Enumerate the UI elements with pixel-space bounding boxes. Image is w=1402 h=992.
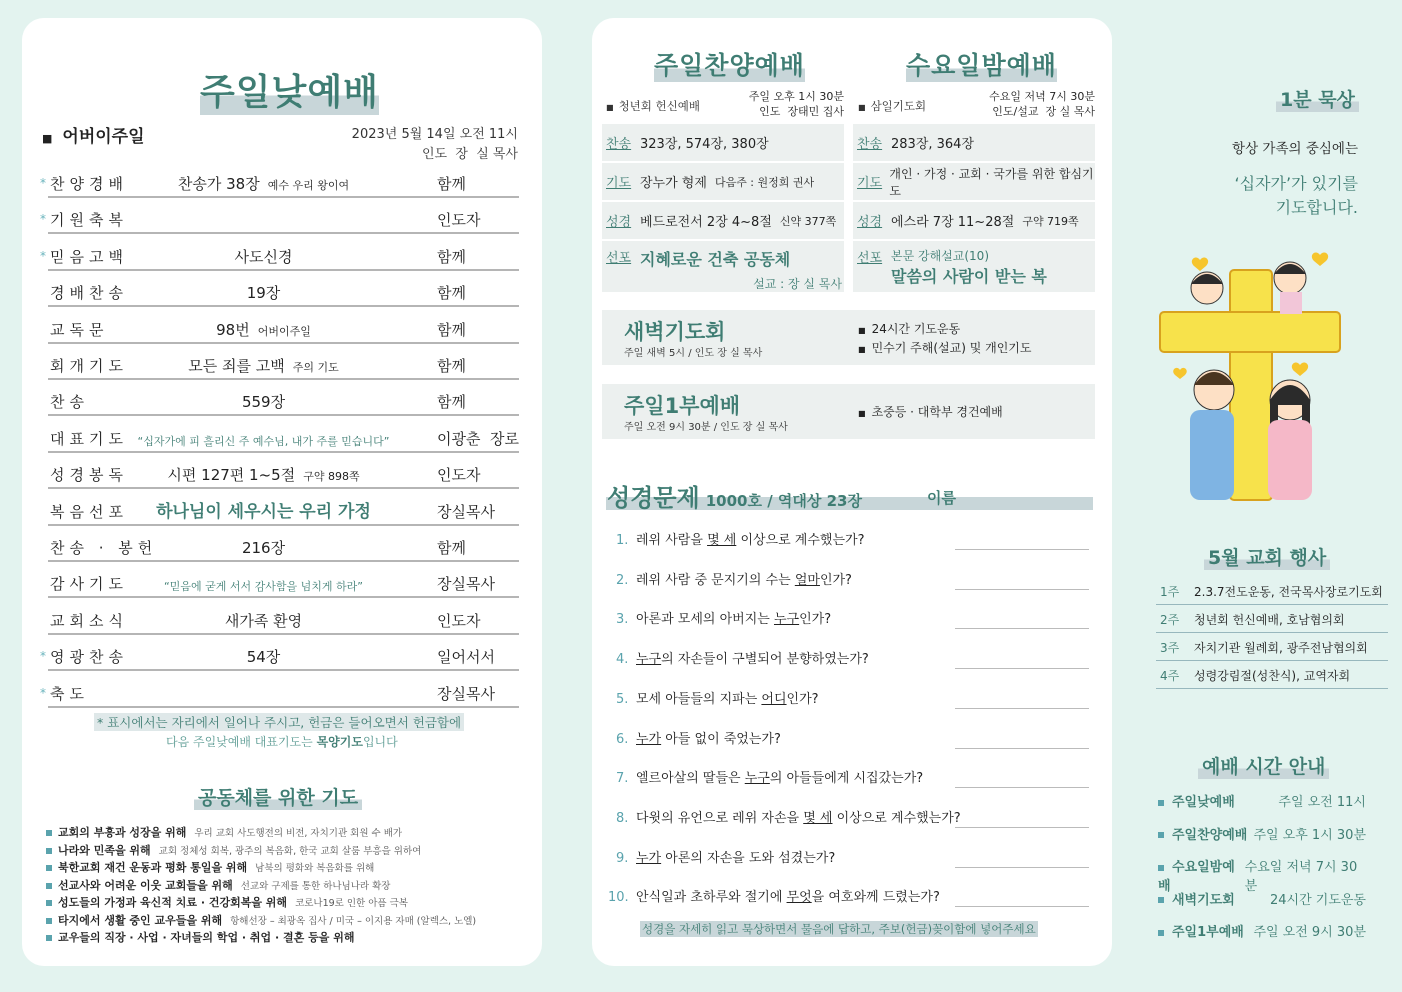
order-performer: 함께 bbox=[437, 247, 466, 266]
order-content bbox=[108, 173, 419, 194]
service-time-row bbox=[1158, 889, 1366, 908]
order-content bbox=[108, 576, 419, 594]
value: 에스라 7장 11~28절 bbox=[891, 215, 1015, 230]
order-label: 회개기도 bbox=[50, 357, 128, 375]
question-key: 얼마 bbox=[794, 572, 820, 588]
prayer-topic: 교회의 부흥과 성장을 위해 bbox=[58, 826, 187, 839]
order-content bbox=[108, 282, 419, 303]
praise-time: 주일 오후 1시 30분 bbox=[748, 90, 844, 103]
question-text: 아들 없이 죽었는가? bbox=[661, 731, 781, 747]
next-prayer-note bbox=[166, 733, 398, 750]
question-number: 3. bbox=[616, 612, 629, 628]
quiz-sub: 1000호 / 역대상 23장 bbox=[705, 492, 862, 510]
dawn-title: 새벽기도회 bbox=[624, 320, 726, 344]
value: 개인 · 가정 · 교회 · 국가를 위한 합심기도 bbox=[889, 166, 1094, 198]
value: 323장, 574장, 380장 bbox=[640, 137, 769, 152]
order-label: 찬송 · 봉헌 bbox=[50, 539, 158, 557]
order-row bbox=[48, 322, 519, 344]
quiz-question bbox=[616, 767, 923, 786]
question-text: 의 자손들이 구별되어 분향하였는가? bbox=[661, 652, 869, 668]
question-text: 모세 아들들의 지파는 bbox=[636, 691, 762, 707]
first-title: 주일1부예배 bbox=[624, 394, 741, 418]
value-sub: 다음주 : 원정희 권사 bbox=[714, 175, 815, 189]
event-week: 3주 bbox=[1160, 641, 1180, 655]
quiz-question bbox=[616, 529, 865, 548]
quiz-question bbox=[608, 886, 940, 905]
question-text: 안식일과 초하루와 절기에 bbox=[636, 890, 787, 906]
order-row bbox=[48, 358, 519, 380]
order-label: 교독문 bbox=[50, 320, 109, 339]
meditation-line: 항상 가족의 중심에는 bbox=[1232, 141, 1358, 157]
order-content bbox=[108, 431, 419, 449]
bullet-icon bbox=[1158, 800, 1164, 806]
bullet-icon bbox=[46, 935, 52, 941]
question-key: 누구 bbox=[773, 612, 800, 628]
order-main: 찬송가 38장 bbox=[177, 175, 260, 193]
service-name bbox=[1158, 921, 1244, 940]
order-content bbox=[108, 464, 419, 485]
prayer-detail: 코로나19로 인한 아픔 극복 bbox=[295, 898, 408, 909]
order-row bbox=[40, 211, 519, 234]
question-number: 6. bbox=[616, 731, 629, 747]
question-number: 5. bbox=[616, 691, 629, 707]
prayer-item bbox=[46, 859, 374, 875]
standing-mark: * bbox=[40, 685, 46, 700]
question-key: 누가 bbox=[636, 731, 662, 747]
question-number: 7. bbox=[616, 771, 629, 787]
meditation-line: 기도합니다. bbox=[1275, 198, 1358, 217]
key: 찬송 bbox=[606, 137, 632, 152]
bullet-icon bbox=[46, 883, 52, 889]
bullet-icon bbox=[46, 865, 52, 871]
quiz-question bbox=[616, 569, 852, 588]
page-title: 주일낮예배 bbox=[200, 64, 379, 115]
praise-event: ■ 청년회 헌신예배 bbox=[606, 99, 700, 113]
order-performer: 함께 bbox=[437, 320, 466, 339]
key: 선포 bbox=[857, 251, 883, 266]
name-label: 이름 bbox=[927, 489, 956, 507]
question-text: 다윗의 유언으로 레위 자손을 bbox=[636, 810, 804, 826]
cross-family-illustration bbox=[1150, 240, 1350, 505]
key: 기도 bbox=[857, 176, 883, 191]
order-content bbox=[108, 319, 419, 340]
order-performer: 인도자 bbox=[437, 211, 481, 230]
event-week: 2주 bbox=[1160, 613, 1180, 627]
prayer-item bbox=[46, 912, 476, 928]
quiz-question bbox=[616, 688, 819, 707]
question-number: 1. bbox=[616, 533, 629, 548]
order-performer: 함께 bbox=[437, 175, 466, 193]
events-title: 5월 교회 행사 bbox=[1204, 543, 1330, 570]
service-name bbox=[1158, 824, 1247, 843]
question-text: 아론의 자손을 도와 섬겼는가? bbox=[661, 850, 836, 866]
service-name-text: 수요일밤예배 bbox=[1158, 860, 1235, 894]
wed-event: ■ 삼일기도회 bbox=[858, 99, 927, 113]
event-week: 1주 bbox=[1160, 585, 1180, 599]
note-text: 입니다 bbox=[362, 735, 398, 749]
meditation-title: 1분 묵상 bbox=[1276, 85, 1359, 112]
dawn-box bbox=[602, 310, 1095, 365]
bullet-icon bbox=[46, 830, 52, 836]
praise-preacher: 설교 : 장 실 목사 bbox=[753, 277, 842, 291]
order-main: “십자가에 피 흘리신 주 예수님, 내가 주를 믿습니다” bbox=[137, 434, 390, 448]
wed-prayer-row bbox=[853, 163, 1095, 202]
order-performer: 함께 bbox=[437, 539, 466, 557]
order-label: 교회소식 bbox=[50, 611, 128, 630]
answer-field[interactable] bbox=[955, 549, 1089, 550]
order-label: 성경봉독 bbox=[50, 466, 128, 485]
quiz-question bbox=[616, 648, 869, 667]
order-main: 19장 bbox=[246, 284, 281, 303]
standing-note: * 표시에서는 자리에서 일어나 주시고, 헌금은 들어오면서 헌금함에 bbox=[94, 713, 464, 731]
order-content bbox=[108, 391, 419, 412]
order-row bbox=[40, 648, 519, 671]
order-label: 복음선포 bbox=[50, 502, 128, 521]
value-sub: 구약 719쪽 bbox=[1022, 214, 1079, 228]
prayer-detail: 항해선장 – 최광옥 집사 / 미국 – 이지용 자매 (알렉스, 노엘) bbox=[230, 915, 477, 927]
prayer-item bbox=[46, 877, 390, 893]
sermon-sub: 본문 강해설교(10) bbox=[891, 249, 989, 263]
order-content bbox=[108, 497, 419, 522]
item-text: 초중등 · 대학부 경건예배 bbox=[871, 405, 1003, 419]
order-label: 기원축복 bbox=[50, 211, 128, 230]
answer-field[interactable] bbox=[955, 748, 1089, 749]
service-name-text: 주일1부예배 bbox=[1172, 925, 1244, 940]
first-item: ■ 초중등 · 대학부 경건예배 bbox=[858, 405, 1003, 419]
quiz-footer: 성경을 자세히 읽고 묵상하면서 물음에 답하고, 주보(헌금)꽂이함에 넣어주세요 bbox=[642, 922, 1036, 936]
event-text: 삼일기도회 bbox=[870, 99, 927, 113]
prayer-topic: 북한교회 재건 운동과 평화 통일을 위해 bbox=[58, 861, 248, 874]
quiz-heading: 성경문제 bbox=[607, 484, 700, 512]
service-name bbox=[1158, 791, 1235, 810]
answer-field[interactable] bbox=[955, 589, 1089, 590]
sermon-title: 지혜로운 건축 공동체 bbox=[640, 250, 791, 269]
order-row bbox=[48, 467, 519, 489]
quiz-title bbox=[607, 478, 862, 513]
bullet-icon bbox=[46, 848, 52, 854]
order-row bbox=[40, 684, 519, 708]
order-row bbox=[48, 431, 519, 453]
order-main: 새가족 환영 bbox=[224, 611, 303, 630]
bullet-icon bbox=[1158, 832, 1164, 838]
order-sub: 주의 기도 bbox=[292, 361, 339, 374]
order-performer: 장실목사 bbox=[437, 502, 495, 521]
question-text: 이상으로 계수했는가? bbox=[832, 810, 961, 826]
question-text: 인가? bbox=[799, 612, 832, 628]
prayer-topic: 교우들의 직장 · 사업 · 자녀들의 학업 · 취업 · 결혼 등을 위해 bbox=[58, 931, 355, 944]
praise-hymn-row bbox=[602, 124, 844, 163]
service-time-row bbox=[1158, 921, 1366, 940]
event-row bbox=[1156, 635, 1388, 661]
bullet-icon bbox=[46, 900, 52, 906]
order-performer: 이광춘 장로 bbox=[437, 429, 519, 448]
question-key: 누가 bbox=[636, 850, 662, 866]
question-key: 몇 세 bbox=[707, 533, 737, 548]
quiz-question bbox=[616, 847, 835, 866]
order-performer: 함께 bbox=[437, 284, 466, 303]
prayer-item bbox=[46, 824, 402, 840]
service-name-text: 주일낮예배 bbox=[1172, 795, 1235, 810]
prayer-item bbox=[46, 929, 362, 945]
event-row bbox=[1156, 579, 1388, 605]
wed-leader: 인도/설교 장 실 목사 bbox=[992, 105, 1095, 118]
event-text: 자치기관 월례회, 광주전남협의회 bbox=[1194, 641, 1368, 655]
value-sub: 신약 377쪽 bbox=[779, 214, 837, 228]
note-text: 다음 주일낮예배 대표기도는 bbox=[166, 735, 317, 749]
value: 베드로전서 2장 4~8절 bbox=[640, 215, 772, 230]
event-text: 성령강림절(성찬식), 교역자회 bbox=[1194, 669, 1351, 683]
order-content bbox=[108, 646, 419, 667]
praise-leader: 인도 장태민 집사 bbox=[759, 105, 844, 118]
wed-title: 수요일밤예배 bbox=[906, 46, 1057, 82]
order-performer: 함께 bbox=[437, 393, 466, 412]
value: 장누가 형제 bbox=[640, 176, 707, 191]
bullet-icon bbox=[1158, 865, 1164, 871]
service-time: 주일 오후 1시 30분 bbox=[1253, 827, 1366, 843]
service-time-row bbox=[1158, 824, 1366, 843]
wed-time: 수요일 저녁 7시 30분 bbox=[989, 90, 1095, 103]
question-text: 레위 사람을 bbox=[636, 533, 708, 548]
order-content bbox=[108, 537, 419, 558]
question-text: 을 여호와께 드렸는가? bbox=[811, 890, 940, 906]
order-row bbox=[48, 501, 519, 526]
praise-prayer-row bbox=[602, 163, 844, 202]
item-text: 24시간 기도운동 bbox=[871, 322, 961, 336]
order-performer: 일어서서 bbox=[437, 648, 495, 667]
order-performer: 인도자 bbox=[437, 466, 481, 485]
order-main: 사도신경 bbox=[234, 247, 293, 266]
order-performer: 함께 bbox=[437, 357, 466, 375]
prayer-topic: 선교사와 어려운 이웃 교회들을 위해 bbox=[58, 878, 233, 892]
standing-mark: * bbox=[40, 176, 46, 190]
question-number: 9. bbox=[616, 850, 629, 866]
event-row bbox=[1156, 663, 1388, 689]
question-text: 엘르아살의 딸들은 bbox=[636, 771, 745, 787]
order-content bbox=[108, 610, 419, 631]
key: 기도 bbox=[606, 176, 632, 191]
sermon-title: 말씀의 사람이 받는 복 bbox=[891, 267, 1047, 286]
question-key: 누구 bbox=[744, 771, 770, 787]
question-text: 레위 사람 중 문지기의 수는 bbox=[636, 572, 795, 588]
order-main: 시편 127편 1~5절 bbox=[167, 466, 296, 485]
order-performer: 장실목사 bbox=[437, 575, 495, 594]
value: 283장, 364장 bbox=[891, 137, 975, 152]
order-main: 216장 bbox=[241, 539, 286, 557]
order-content bbox=[108, 355, 419, 376]
order-content bbox=[108, 246, 419, 267]
prayer-title: 공동체를 위한 기도 bbox=[194, 783, 362, 810]
question-key: 어디 bbox=[761, 691, 787, 707]
standing-mark: * bbox=[40, 649, 46, 664]
order-row bbox=[48, 540, 519, 562]
question-number: 4. bbox=[616, 652, 629, 668]
prayer-item bbox=[46, 842, 421, 858]
prayer-detail: 선교와 구제를 통한 하나님나라 확장 bbox=[240, 880, 391, 892]
standing-mark: * bbox=[40, 212, 46, 227]
prayer-detail: 교회 정체성 회복, 광주의 복음화, 한국 교회 살룸 부흥을 위하여 bbox=[158, 845, 422, 857]
item-text: 민수기 주해(설교) 및 개인기도 bbox=[871, 341, 1032, 355]
bullet-icon bbox=[1158, 930, 1164, 936]
service-time: 주일 오전 11시 bbox=[1278, 795, 1366, 810]
key: 성경 bbox=[857, 215, 883, 230]
order-label: 영광찬송 bbox=[50, 648, 128, 667]
service-time: 주일 오전 9시 30분 bbox=[1253, 925, 1366, 940]
question-text: 이상으로 계수했는가? bbox=[736, 533, 865, 548]
prayer-topic: 타지에서 생활 중인 교우들을 위해 bbox=[58, 913, 223, 927]
question-key: 누구 bbox=[636, 652, 662, 668]
theme: ■ 어버이주일 bbox=[42, 127, 145, 147]
question-number: 2. bbox=[616, 572, 629, 588]
dawn-sub: 주일 새벽 5시 / 인도 장 실 목사 bbox=[624, 348, 763, 359]
meditation-line: ‘십자가’가 있기를 bbox=[1234, 174, 1358, 193]
question-key: 무엇 bbox=[786, 890, 812, 906]
wed-sermon-row bbox=[853, 241, 1095, 292]
answer-field[interactable] bbox=[955, 708, 1089, 709]
prayer-detail: 우리 교회 사도행전의 비전, 자치기관 회원 수 배가 bbox=[194, 828, 403, 839]
prayer-topic: 성도들의 가정과 육신적 치료 · 건강회복을 위해 bbox=[58, 896, 288, 909]
question-number: 10. bbox=[608, 890, 629, 906]
question-text: 인가? bbox=[819, 572, 852, 588]
quiz-question bbox=[616, 728, 781, 747]
service-time: 24시간 기도운동 bbox=[1269, 892, 1366, 908]
order-performer: 인도자 bbox=[437, 611, 481, 630]
order-label: 대표기도 bbox=[50, 429, 128, 448]
order-main: 54장 bbox=[246, 648, 281, 667]
order-row bbox=[48, 576, 519, 598]
order-row bbox=[48, 285, 519, 307]
first-service-box bbox=[602, 384, 1095, 439]
service-leader: 인도 장 실 목사 bbox=[421, 147, 518, 162]
order-label: 축도 bbox=[50, 684, 89, 703]
question-text: 아론과 모세의 아버지는 bbox=[636, 612, 774, 628]
order-sub: 구약 898쪽 bbox=[303, 470, 360, 484]
order-sub: 어버이주일 bbox=[257, 324, 311, 338]
service-name-text: 새벽기도회 bbox=[1172, 892, 1235, 908]
quiz-question bbox=[616, 608, 831, 627]
event-text: 청년회 헌신예배, 호남협의회 bbox=[1194, 613, 1345, 627]
event-week: 4주 bbox=[1160, 669, 1180, 683]
dawn-item: ■ 24시간 기도운동 bbox=[858, 322, 961, 336]
question-text: 의 아들들에게 시집갔는가? bbox=[769, 771, 924, 787]
order-row bbox=[40, 175, 519, 198]
service-name bbox=[1158, 889, 1235, 908]
standing-mark: * bbox=[40, 248, 46, 263]
event-row bbox=[1156, 607, 1388, 633]
order-main: 559장 bbox=[241, 393, 286, 412]
order-row bbox=[48, 613, 519, 635]
service-time-row bbox=[1158, 791, 1366, 810]
order-label: 찬송 bbox=[50, 393, 89, 412]
wed-hymn-row bbox=[853, 124, 1095, 163]
order-row bbox=[48, 394, 519, 416]
service-datetime: 2023년 5월 14일 오전 11시 bbox=[351, 127, 518, 142]
order-main: “믿음에 굳게 서서 감사함을 넘치게 하라” bbox=[164, 580, 363, 594]
praise-title: 주일찬양예배 bbox=[654, 46, 805, 82]
wed-bible-row bbox=[853, 202, 1095, 241]
service-name-text: 주일찬양예배 bbox=[1172, 827, 1248, 843]
event-text: 청년회 헌신예배 bbox=[618, 99, 700, 113]
order-label: 찬양경배 bbox=[50, 175, 128, 193]
order-row bbox=[40, 247, 519, 271]
service-time: 수요일 저녁 7시 30분 bbox=[1244, 860, 1358, 894]
event-text: 2.3.7전도운동, 전국목사장로기도회 bbox=[1194, 585, 1383, 599]
note-bold: 목양기도 bbox=[316, 735, 363, 749]
order-main: 모든 죄를 고백 bbox=[188, 357, 285, 375]
answer-field[interactable] bbox=[955, 628, 1089, 629]
answer-field[interactable] bbox=[955, 668, 1089, 669]
key: 성경 bbox=[606, 215, 632, 230]
theme-text: 어버이주일 bbox=[62, 127, 145, 147]
question-number: 8. bbox=[616, 810, 629, 826]
order-main: 98번 bbox=[216, 320, 250, 339]
answer-field[interactable] bbox=[955, 867, 1089, 868]
answer-field[interactable] bbox=[955, 827, 1089, 828]
quiz-question bbox=[616, 807, 961, 826]
praise-bible-row bbox=[602, 202, 844, 241]
prayer-topic: 나라와 민족을 위해 bbox=[58, 843, 151, 857]
question-key: 몇 세 bbox=[803, 810, 833, 826]
order-main: 하나님이 세우시는 우리 가정 bbox=[156, 501, 371, 522]
question-text: 인가? bbox=[786, 691, 819, 707]
first-sub: 주일 오전 9시 30분 / 인도 장 실 목사 bbox=[624, 422, 788, 433]
bullet-icon bbox=[46, 918, 52, 924]
prayer-detail: 남북의 평화와 복음화를 위해 bbox=[255, 863, 375, 874]
order-label: 감사기도 bbox=[50, 575, 128, 594]
dawn-item: ■ 민수기 주해(설교) 및 개인기도 bbox=[858, 341, 1032, 355]
order-performer: 장실목사 bbox=[437, 684, 495, 703]
bullet-icon bbox=[1158, 897, 1164, 903]
key: 찬송 bbox=[857, 137, 883, 152]
praise-box bbox=[602, 124, 844, 292]
order-label: 믿음고백 bbox=[50, 247, 128, 266]
order-sub: 예수 우리 왕이여 bbox=[267, 179, 350, 192]
key: 선포 bbox=[606, 251, 632, 266]
wed-box bbox=[853, 124, 1095, 292]
order-label: 경배찬송 bbox=[50, 284, 128, 303]
service-times-title: 예배 시간 안내 bbox=[1198, 752, 1329, 779]
prayer-item bbox=[46, 894, 408, 910]
answer-field[interactable] bbox=[955, 906, 1089, 907]
answer-field[interactable] bbox=[955, 787, 1089, 788]
